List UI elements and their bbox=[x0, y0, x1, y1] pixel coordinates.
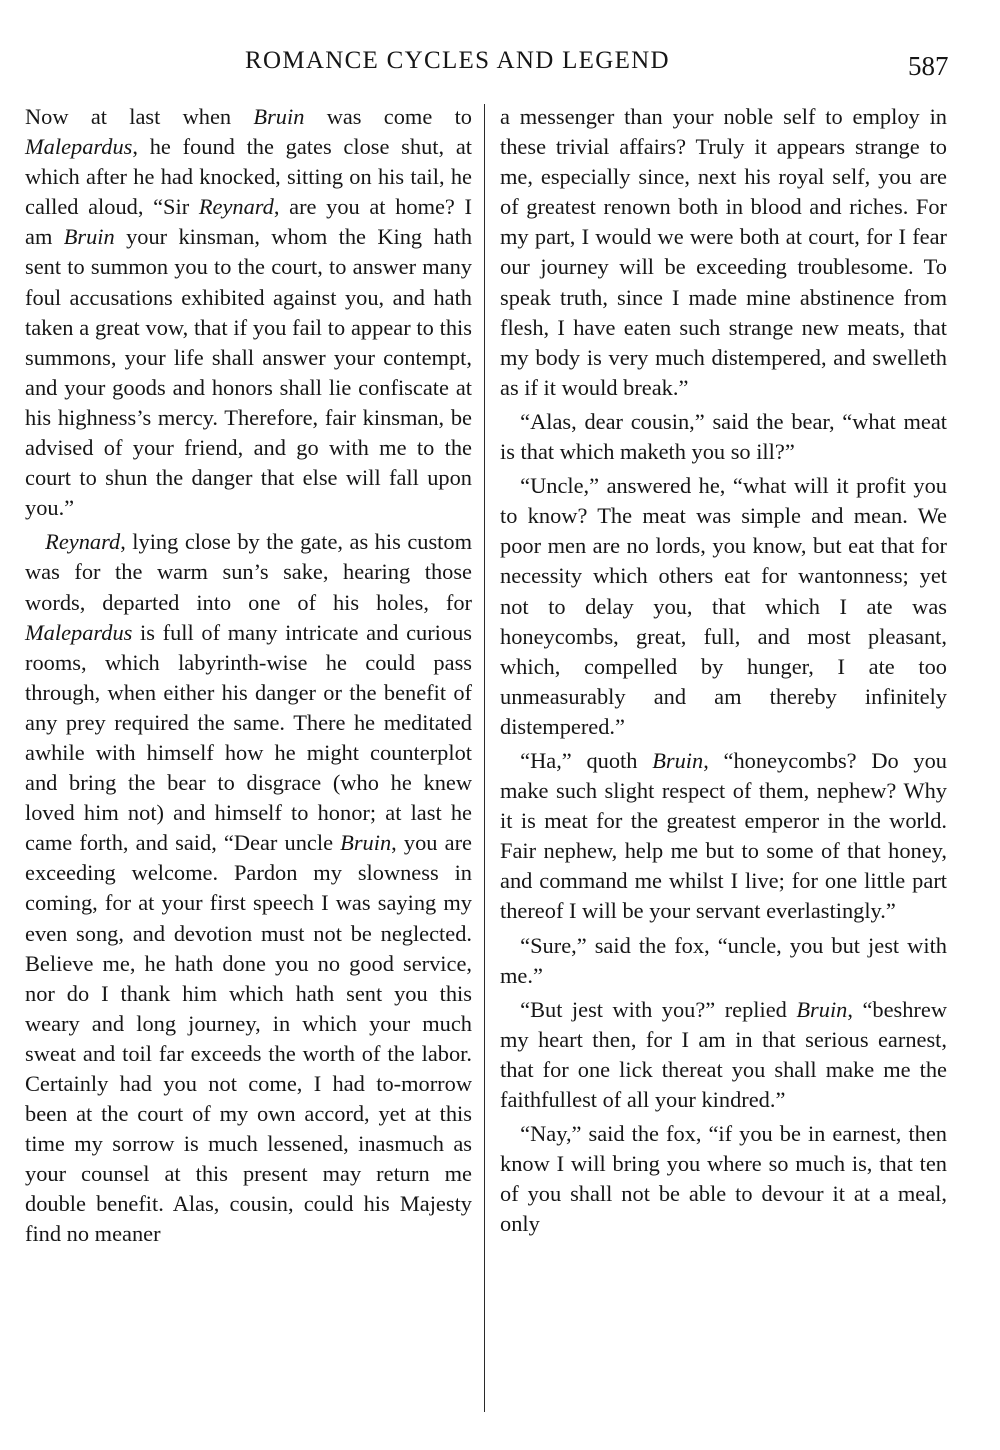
paragraph: “Ha,” quoth Bruin, “honeycombs? Do you make such slight respect of them, nephew? Why it is meat for the greatest emperor in the world. Fair nephew, help me but to some of that honey, and command me whilst I live; for one little part thereof I will be your servant everlastingly.” bbox=[500, 747, 947, 924]
right-column bbox=[500, 102, 947, 1239]
paragraph: “Alas, dear cousin,” said the bear, “what meat is that which maketh you so ill?” bbox=[500, 408, 947, 465]
column-divider bbox=[484, 104, 485, 1412]
paragraph: a messenger than your noble self to employ in these trivial affairs? Truly it appears strange to me, especially since, next his royal self, you are of greatest renown both in blood and riches. For my part, I would we were both at court, for I fear our journey will be exceeding troublesome. To speak truth, since I made mine abstinence from flesh, I have eaten such strange new meats, that my body is very much distempered, and swelleth as if it would break.” bbox=[500, 104, 947, 400]
paragraph: “Uncle,” answered he, “what will it profit you to know? The meat was simple and mean. We poor men are no lords, you know, but eat that for necessity which others eat for wantonness; yet not to delay you, that which I ate was honeycombs, great, full, and most pleasant, which, compelled by hunger, I ate too unmeasurably and am thereby infinitely distempered.” bbox=[500, 473, 947, 739]
paragraph: “Sure,” said the fox, “uncle, you but jest with me.” bbox=[500, 932, 947, 988]
left-column bbox=[25, 102, 472, 1250]
paragraph: “But jest with you?” replied Bruin, “beshrew my heart then, for I am in that serious earnest, that for one lick thereat you shall make me the faithfullest of all your kindred.” bbox=[500, 996, 947, 1112]
page-number: 587 bbox=[908, 51, 949, 81]
paragraph: Reynard, lying close by the gate, as his custom was for the warm sun’s sake, hearing those words, departed into one of his holes, for Malepardus is full of many intricate and curious rooms, which labyrinth-wise he could pass through, when either his danger or the benefit of any prey required the same. There he meditated awhile with himself how he might counterplot and bring the bear to disgrace (who he knew loved him not) and himself to honor; at last he came forth, and said, “Dear uncle Bruin, you are exceeding welcome. Pardon my slowness in coming, for at your first speech I was saying my even song, and devotion must not be neglected. Believe me, he hath done you no good service, nor do I thank him which hath sent you this weary and long journey, in which your much sweat and toil far exceeds the worth of the labor. Certainly had you not come, I had to-morrow been at the court of my own accord, yet at this time my sorrow is much lessened, inasmuch as your counsel at this present may return me double benefit. Alas, cousin, could his Majesty find no meaner bbox=[25, 529, 472, 1247]
paragraph: “Nay,” said the fox, “if you be in earnest, then know I will bring you where so much is, that ten of you shall not be able to devour it at a meal, only bbox=[500, 1121, 947, 1237]
paragraph: Now at last when Bruin was come to Malepardus, he found the gates close shut, at which after he had knocked, sitting on his tail, he called aloud, “Sir Reynard, are you at home? I am Bruin your kinsman, whom the King hath sent to summon you to the court, to answer many foul accusations exhibited against you, and hath taken a great vow, that if you fail to appear to this summons, your life shall answer your contempt, and your goods and honors shall lie confiscate at his highness’s mercy. Therefore, fair kinsman, be advised of your friend, and go with me to the court to shun the danger that else will fall upon you.” bbox=[25, 104, 473, 521]
running-title: ROMANCE CYCLES AND LEGEND bbox=[245, 47, 670, 74]
page-header bbox=[0, 44, 1000, 84]
